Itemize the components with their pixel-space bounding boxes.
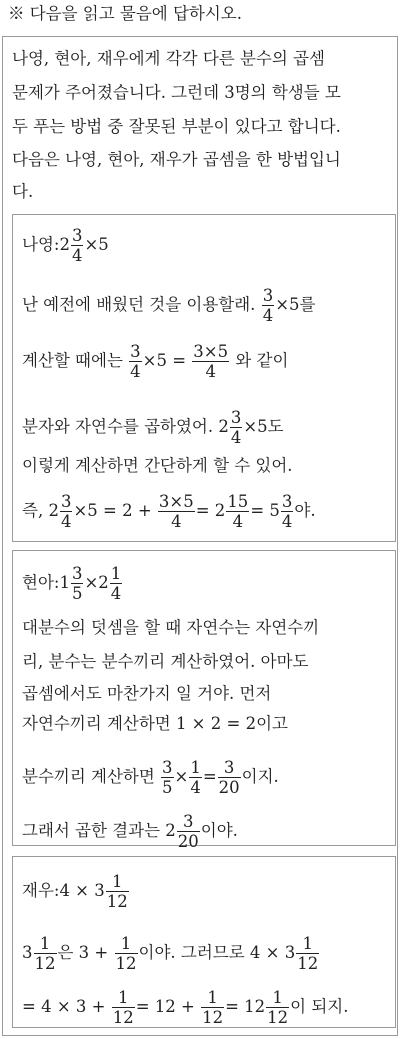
intro-line-4: 다음은 나영, 현아, 재우가 곱셈을 한 방법입니 — [12, 150, 341, 169]
fraction: $\frac{1}{12}$ — [267, 988, 289, 1027]
nayoung-problem: 나영:2 $\frac{3}{4}$ ×5 — [22, 226, 109, 265]
hyuna-line-1: 대분수의 덧셈을 할 때 자연수는 자연수끼 — [22, 618, 320, 637]
fraction: $\frac{3\times 5}{4}$ — [193, 342, 229, 381]
nayoung-line-5: 즉, 2 $\frac{3}{4}$ ×5 = 2 + $\frac{3\times 5}{4}$ = 2 $\frac{15}{4}$ = 5 $\frac{3}{4}$ 야. — [22, 492, 316, 531]
fraction: $\frac{3\times 5}{4}$ — [158, 492, 194, 531]
fraction: $\frac{3}{4}$ — [281, 492, 293, 531]
jaewoo-problem: 재우:4 × 3 $\frac{1}{12}$ — [22, 872, 128, 911]
hyuna-line-4: 자연수끼리 계산하면 1 × 2 = 2이고 — [22, 714, 288, 733]
fraction: $\frac{3}{20}$ — [218, 758, 240, 797]
intro-line-3: 두 푸는 방법 중 잘못된 부분이 있다고 합니다. — [12, 117, 341, 136]
fraction: $\frac{3}{4}$ — [262, 286, 274, 325]
intro-line-2: 문제가 주어졌습니다. 그런데 3명의 학생들 모 — [12, 83, 341, 102]
fraction: $\frac{1}{4}$ — [110, 564, 122, 603]
jaewoo-line-2: = 4 × 3 + $\frac{1}{12}$ = 12 + $\frac{1}{12}$ = 12 $\frac{1}{12}$ 이 되지. — [22, 988, 349, 1027]
fraction: $\frac{3}{4}$ — [71, 226, 83, 265]
instruction-text: ※ 다음을 읽고 물음에 답하시오. — [8, 4, 242, 23]
jaewoo-line-1: 3 $\frac{1}{12}$ 은 3 + $\frac{1}{12}$ 이야. 그러므로 4 × 3 $\frac{1}{12}$ — [22, 934, 319, 973]
hyuna-line-3: 곱셈에서도 마찬가지 일 거야. 먼저 — [22, 684, 272, 703]
fraction: $\frac{1}{12}$ — [106, 872, 128, 911]
nayoung-line-4: 이렇게 계산하면 간단하게 할 수 있어. — [22, 456, 293, 475]
nayoung-line-2: 계산할 때에는 $\frac{3}{4}$ ×5 = $\frac{3\times 5}{4}$ 와 같이 — [22, 342, 289, 381]
student-name: 재우: — [22, 881, 60, 900]
fraction: $\frac{1}{12}$ — [34, 934, 56, 973]
fraction: $\frac{1}{4}$ — [190, 758, 201, 797]
student-name: 현아: — [22, 573, 60, 592]
fraction: $\frac{3}{5}$ — [71, 564, 83, 603]
fraction: $\frac{1}{12}$ — [112, 988, 134, 1027]
fraction: $\frac{3}{20}$ — [177, 812, 199, 851]
nayoung-line-1: 난 예전에 배웠던 것을 이용할래. $\frac{3}{4}$ ×5를 — [22, 286, 316, 325]
fraction: $\frac{3}{4}$ — [130, 342, 141, 381]
fraction: $\frac{3}{4}$ — [60, 492, 72, 531]
hyuna-problem: 현아:1 $\frac{3}{5}$ ×2 $\frac{1}{4}$ — [22, 564, 122, 603]
student-name: 나영: — [22, 235, 60, 254]
fraction: $\frac{1}{12}$ — [297, 934, 319, 973]
intro-line-1: 나영, 현아, 재우에게 각각 다른 분수의 곱셈 — [12, 49, 325, 68]
fraction: $\frac{1}{12}$ — [115, 934, 137, 973]
intro-line-5: 다. — [12, 182, 34, 201]
hyuna-line-2: 리, 분수는 분수끼리 계산하였어. 아마도 — [22, 652, 309, 671]
hyuna-line-6: 그래서 곱한 결과는 2 $\frac{3}{20}$ 이야. — [22, 812, 238, 851]
fraction: $\frac{1}{12}$ — [202, 988, 224, 1027]
nayoung-line-3: 분자와 자연수를 곱하였어. 2 $\frac{3}{4}$ ×5도 — [22, 408, 284, 447]
fraction: $\frac{15}{4}$ — [227, 492, 249, 531]
fraction: $\frac{3}{4}$ — [230, 408, 242, 447]
hyuna-line-5: 분수끼리 계산하면 $\frac{3}{5}$ × $\frac{1}{4}$ = $\frac{3}{20}$ 이지. — [22, 758, 279, 797]
fraction: $\frac{3}{5}$ — [162, 758, 173, 797]
